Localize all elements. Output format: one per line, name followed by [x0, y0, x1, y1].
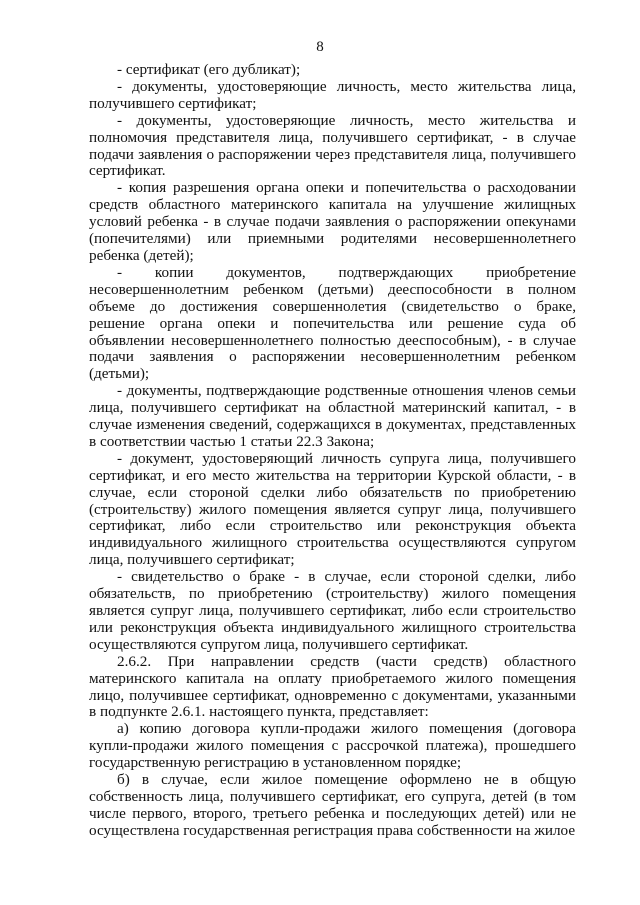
paragraph-item-b: б) в случае, если жилое помещение оформлено не в общую собственность лица, получившего сертификат, его супруга, детей (в том числе первого, второго, третьего ребенка и последующих детей) или не осуществлена государственная регистрация права собственности на жилое: [89, 771, 576, 839]
document-body: [89, 62, 576, 840]
paragraph-marriage-certificate: - свидетельство о браке - в случае, если стороной сделки, либо обязательств, по приобретению (строительству) жилого помещения является супруг лица, получившего сертификат, либо если строительство или реконструкция объекта индивидуального жилищного строительства осуществляются супругом лица, получившего сертификат.: [89, 568, 576, 653]
paragraph-identity-documents: - документы, удостоверяющие личность, место жительства лица, получившего сертификат;: [89, 77, 576, 112]
paragraph-spouse-identity: - документ, удостоверяющий личность супруга лица, получившего сертификат, и его место жительства на территории Курской области, - в случае, если стороной сделки либо обязательств по приобретению (строительству) жилого помещения является супруг лица, получившего сертификат, либо если строительство или реконструкция объекта индивидуального жилищного строительства осуществляются супругом лица, получившего сертификат;: [89, 449, 576, 569]
page-number: 8: [316, 39, 324, 55]
paragraph-kinship-documents: - документы, подтверждающие родственные отношения членов семьи лица, получившего сертификат на областной материнский капитал, - в случае изменения сведений, содержащихся в документах, представленных в соответствии частью 1 статьи 22.3 Закона;: [89, 382, 576, 450]
paragraph-item-a: а) копию договора купли-продажи жилого помещения (договора купли-продажи жилого помещения с рассрочкой платежа), прошедшего государственную регистрацию в установленном порядке;: [89, 720, 576, 772]
paragraph-representative-documents: - документы, удостоверяющие личность, место жительства и полномочия представителя лица, получившего сертификат, - в случае подачи заявления о распоряжении через представителя лица, получившего сертификат.: [89, 111, 576, 180]
paragraph-guardianship-permission: - копия разрешения органа опеки и попечительства о расходовании средств областного материнского капитала на улучшение жилищных условий ребенка - в случае подачи заявления о распоряжении опекунами (попечителями) или приемными родителями несовершеннолетнего ребенка (детей);: [89, 179, 576, 264]
paragraph-certificate: - сертификат (его дубликат);: [117, 61, 301, 78]
paragraph-capacity-documents: - копии документов, подтверждающих приобретение несовершеннолетним ребенком (детьми) дееспособности в полном объеме до достижения совершеннолетия (свидетельство о браке, решение органа опеки и попечительства или решение суда об объявлении несовершеннолетнего полностью дееспособным), - в случае подачи заявления о распоряжении несовершеннолетним ребенком (детьми);: [89, 263, 576, 383]
paragraph-section-2-6-2: 2.6.2. При направлении средств (части средств) областного материнского капитала на оплату приобретаемого жилого помещения лицо, получившее сертификат, одновременно с документами, указанными в подпункте 2.6.1. настоящего пункта, представляет:: [89, 652, 576, 721]
